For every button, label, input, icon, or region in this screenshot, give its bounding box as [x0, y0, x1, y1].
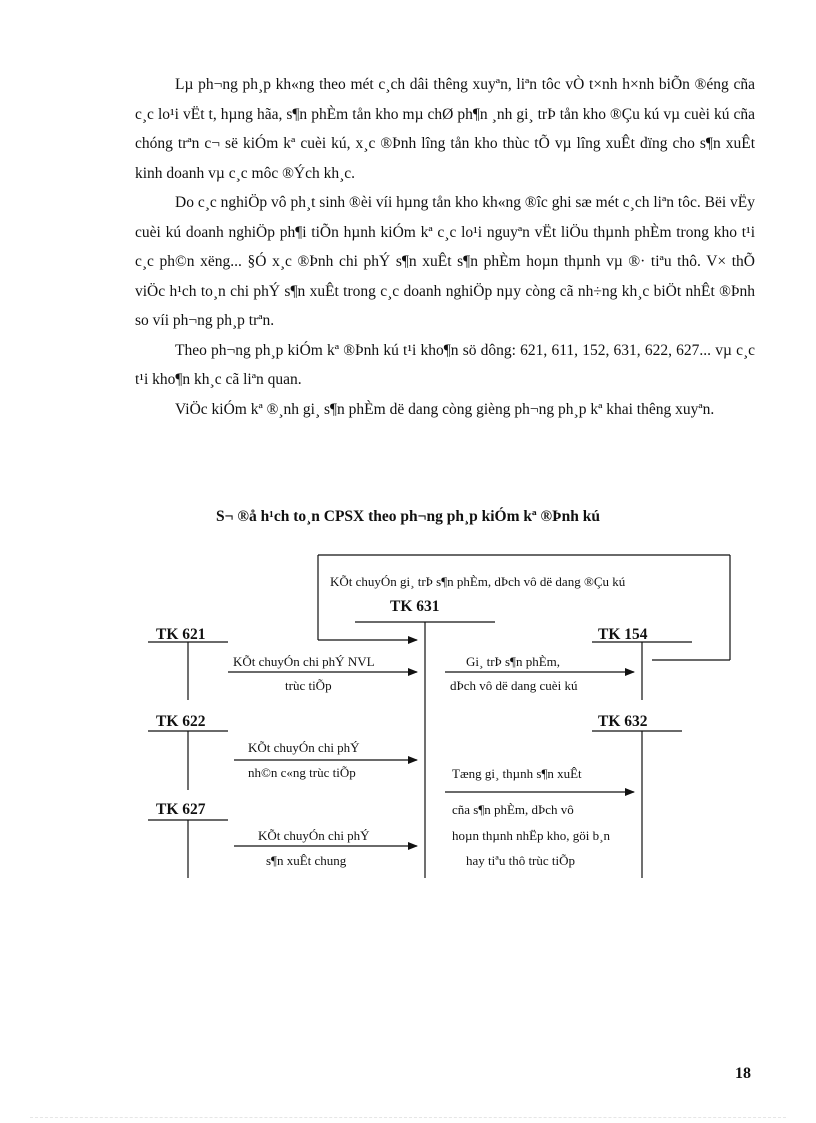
account-tk631: TK 631: [390, 598, 440, 615]
account-tk632: TK 632: [598, 713, 648, 730]
label-622-line2: nh©n c«ng trùc tiÕp: [248, 765, 356, 780]
footer-divider: [30, 1117, 786, 1118]
diagram-title: S¬ ®å h¹ch to¸n CPSX theo ph¬ng ph¸p kiÓm kª ®Þnh kú: [216, 508, 600, 525]
account-tk627: TK 627: [156, 801, 206, 818]
page-number: 18: [735, 1065, 751, 1082]
label-627-line2: s¶n xuÊt chung: [266, 853, 347, 868]
account-tk154: TK 154: [598, 626, 648, 643]
label-632-line4: hay tiªu thô trùc tiÕp: [466, 853, 576, 868]
label-632-line2: cña s¶n phÈm, dÞch vô: [452, 802, 574, 817]
paragraph-4: ViÖc kiÓm kª ®¸nh gi¸ s¶n phÈm dë dang còng gièng ph¬ng ph¸p kª khai thêng xuyªn.: [175, 400, 715, 418]
label-opening-wip: KÕt chuyÓn gi¸ trÞ s¶n phÈm, dÞch vô dë dang ®Çu kú: [330, 574, 626, 589]
label-closing-wip-line2: dÞch vô dë dang cuèi kú: [450, 678, 578, 693]
paragraph-1: Lµ ph¬ng ph¸p kh«ng theo mét c¸ch dâi thêng xuyªn, liªn tôc vÒ t×nh h×nh biÕn ®éng cña c¸c lo¹i vËt t, hµng hãa, s¶n phÈm tån kho mµ chØ ph¶n ¸nh gi¸ trÞ tån kho ®Çu kú vµ cuèi kú cña chóng trªn c¬ së kiÓm kª cuèi kú, x¸c ®Þnh lîng tån kho thùc tÕ vµ lîng xuÊt dïng cho s¶n xuÊt kinh doanh vµ c¸c môc ®Ých kh¸c.: [135, 76, 755, 182]
paragraph-2: Do c¸c nghiÖp vô ph¸t sinh ®èi víi hµng tån kho kh«ng ®îc ghi sæ mét c¸ch liªn tôc. Bëi vËy cuèi kú doanh nghiÖp ph¶i tiÕn hµnh kiÓm kª c¸c lo¹i nguyªn vËt liÖu thµnh phÈm trong kho t¹i c¸c ph©n xëng... §Ó x¸c ®Þnh chi phÝ s¶n xuÊt s¶n phÈm hoµn thµnh vµ ®· tiªu thô. V× thÕ viÖc h¹ch to¸n chi phÝ s¶n xuÊt trong c¸c doanh nghiÖp nµy còng cã nh÷ng kh¸c biÖt nhÊt ®Þnh so víi ph¬ng ph¸p trªn.: [135, 194, 755, 329]
label-621-line1: KÕt chuyÓn chi phÝ NVL: [233, 654, 375, 669]
account-tk621: TK 621: [156, 626, 206, 643]
label-622-line1: KÕt chuyÓn chi phÝ: [248, 740, 360, 755]
label-621-line2: trùc tiÕp: [285, 678, 332, 693]
account-tk622: TK 622: [156, 713, 206, 730]
paragraph-3: Theo ph¬ng ph¸p kiÓm kª ®Þnh kú t¹i kho¶n sö dông: 621, 611, 152, 631, 622, 627... vµ c¸c t¹i kho¶n kh¸c cã liªn quan.: [135, 341, 755, 388]
label-627-line1: KÕt chuyÓn chi phÝ: [258, 828, 370, 843]
label-closing-wip-line1: Gi¸ trÞ s¶n phÈm,: [466, 654, 561, 669]
label-632-line1: Tæng gi¸ thµnh s¶n xuÊt: [452, 766, 582, 781]
label-632-line3: hoµn thµnh nhËp kho, göi b¸n: [452, 828, 610, 843]
